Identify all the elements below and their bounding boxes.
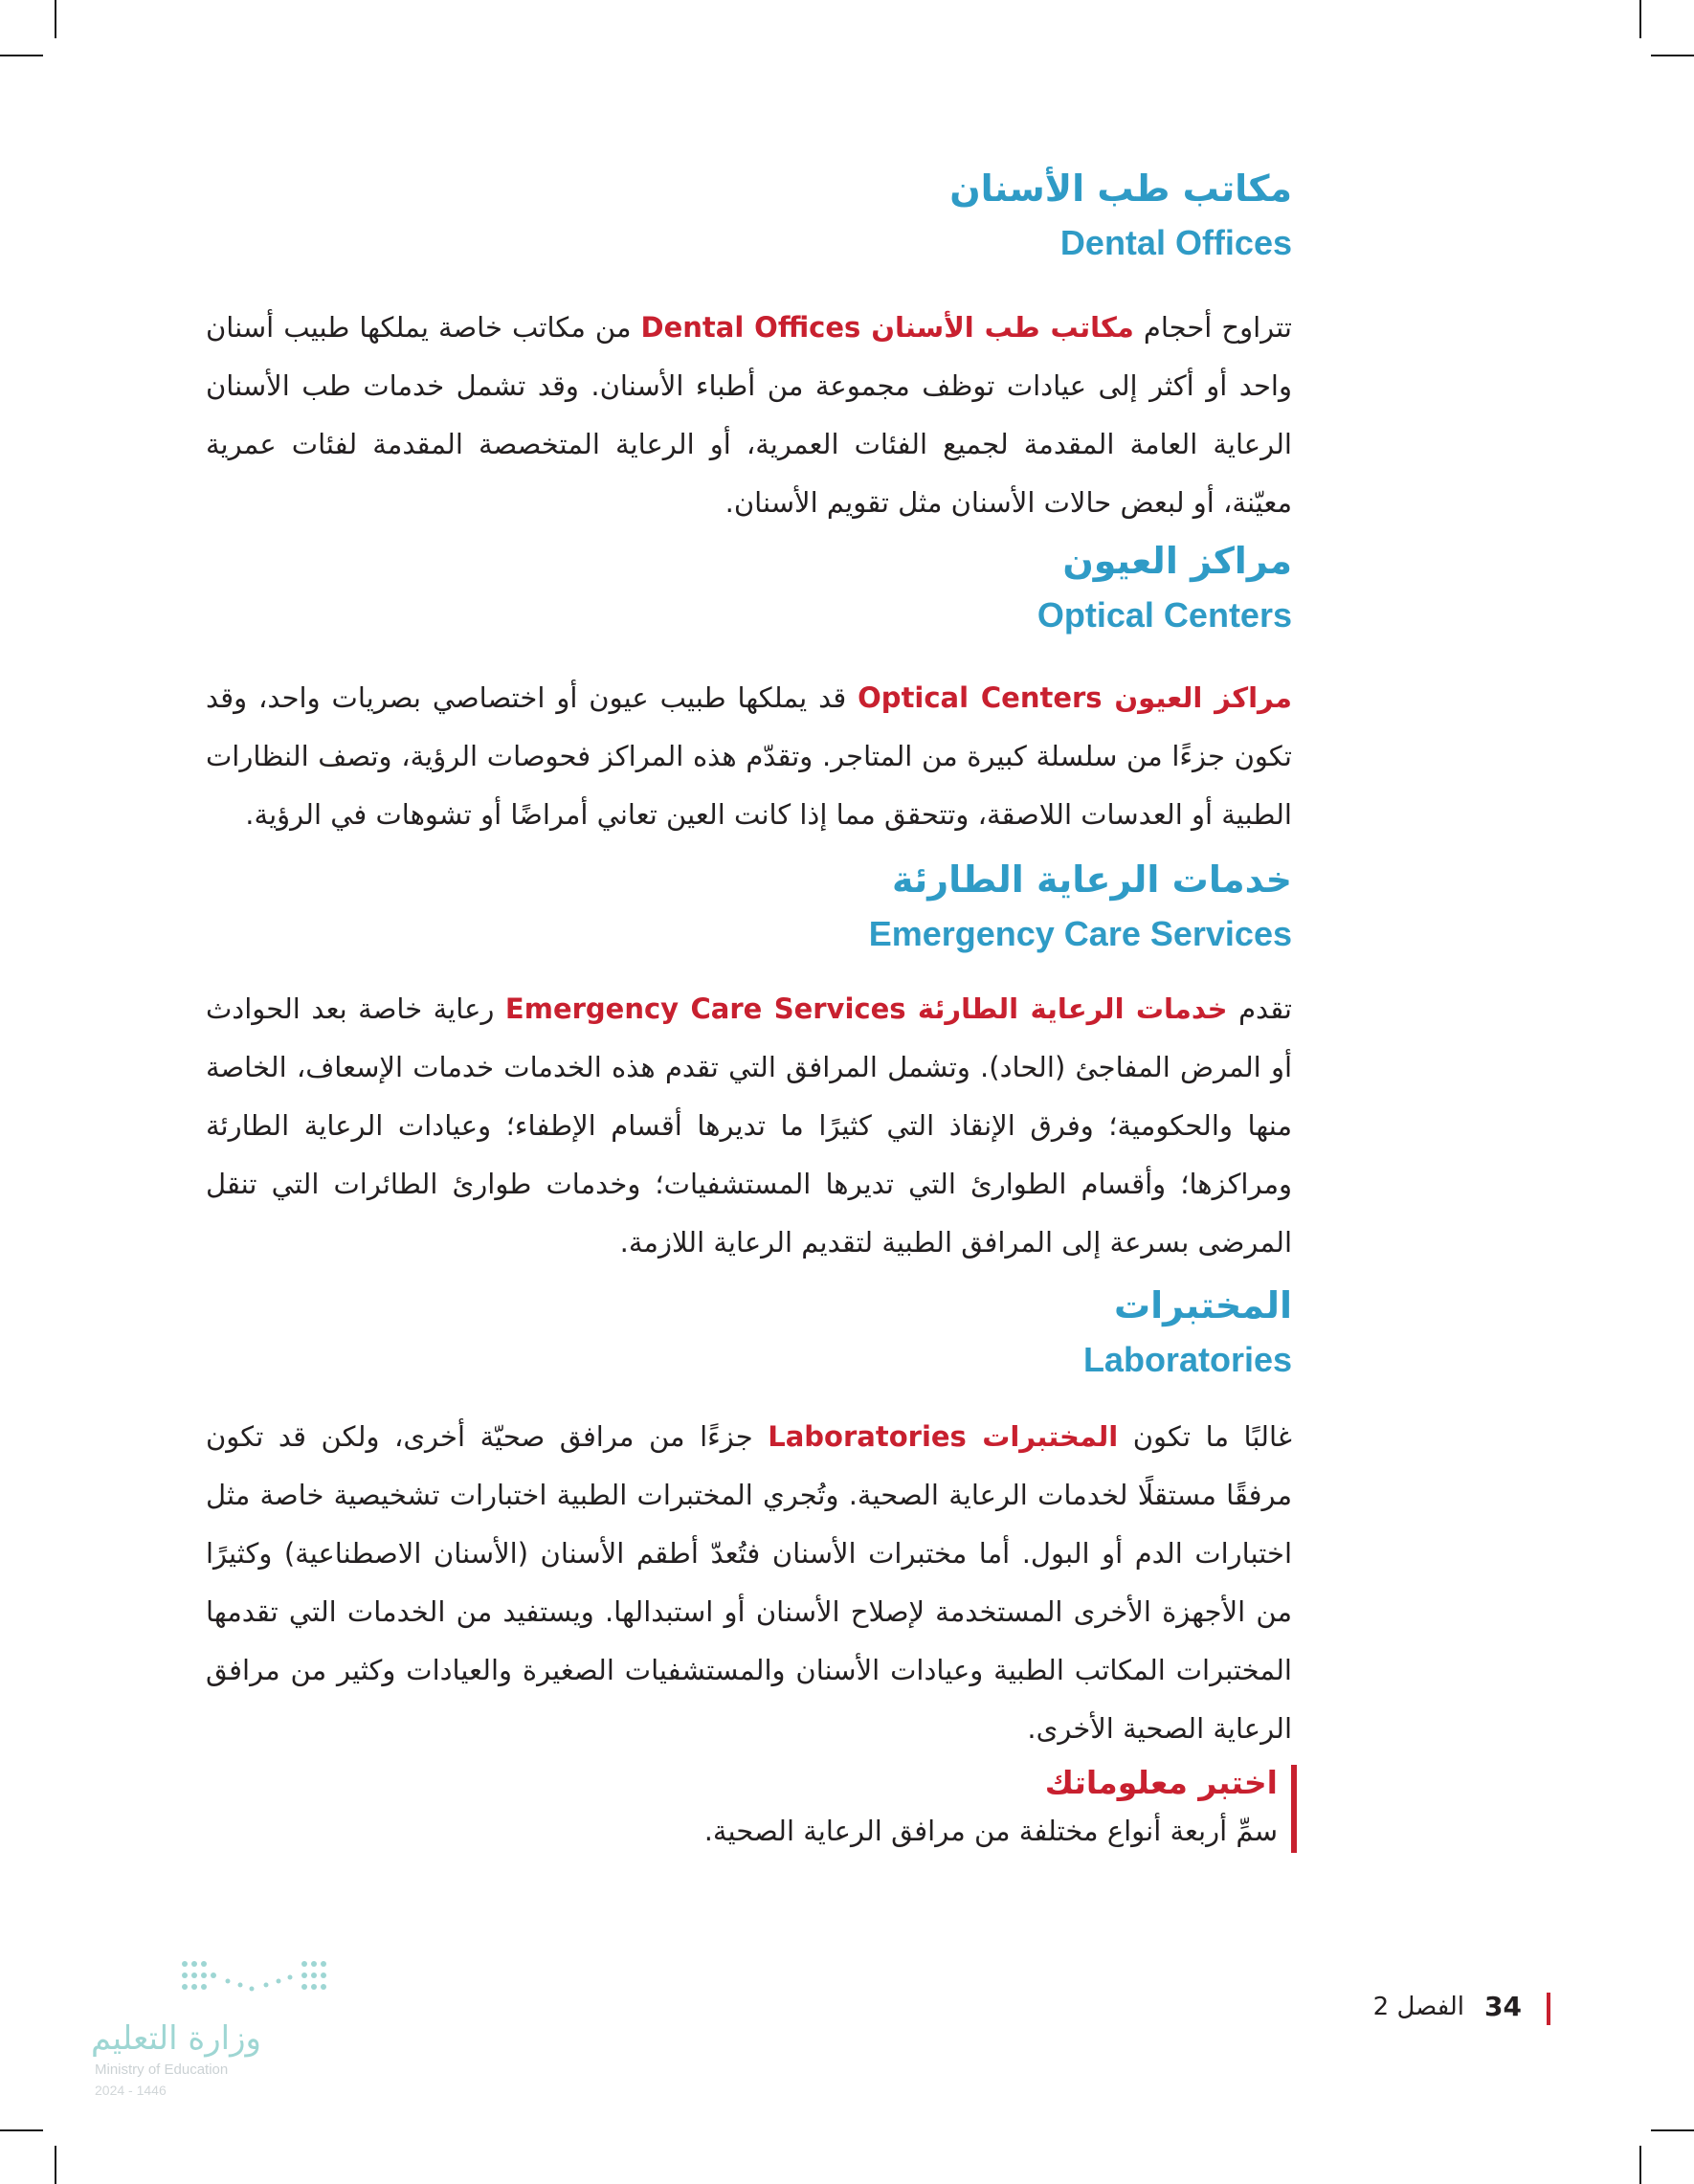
- crop-mark-top-left: [55, 0, 56, 38]
- para-text-after: رعاية خاصة بعد الحوادث أو المرض المفاجئ (الحاد). وتشمل المرافق التي تقدم هذه الخدمات خدمات الإسعاف، الخاصة منها والحكومية؛ وفرق الإنقاذ التي كثيرًا ما تديرها أقسام الإطفاء؛ وعيادات الرعاية الطارئة ومراكزها؛ وأقسام الطوارئ التي تديرها المستشفيات؛ وخدمات طوارئ الطائرات التي تنقل المرضى بسرعة إلى المرافق الطبية لتقديم الرعاية اللازمة.: [206, 992, 1292, 1259]
- para-text-after: من مكاتب خاصة يملكها طبيب أسنان واحد أو أكثر إلى عيادات توظف مجموعة من أطباء الأسنان. وقد تشمل خدمات طب الأسنان الرعاية العامة المقدمة لجميع الفئات العمرية، أو الرعاية المتخصصة المقدمة لفئات عمرية معيّنة، أو لبعض حالات الأسنان مثل تقويم الأسنان.: [206, 311, 1292, 519]
- quiz-title: اختبر معلوماتك: [1044, 1764, 1278, 1801]
- para-text-before: تقدم: [1227, 992, 1292, 1025]
- section-paragraph: [206, 1408, 1292, 1758]
- para-text-before: تتراوح أحجام: [1133, 311, 1292, 344]
- para-text-before: غالبًا ما تكون: [1118, 1420, 1292, 1453]
- section-heading-ar: خدمات الرعاية الطارئة: [891, 858, 1292, 901]
- crop-mark-bottom-right-h: [1651, 2129, 1694, 2131]
- crop-mark-bottom-right: [1639, 2146, 1641, 2184]
- term-highlight: المختبرات Laboratories: [768, 1420, 1119, 1453]
- section-dental-offices: [206, 161, 1292, 532]
- quiz-accent-bar: [1291, 1765, 1297, 1853]
- crop-mark-bottom-left: [55, 2146, 56, 2184]
- quiz-question: سمِّ أربعة أنواع مختلفة من مرافق الرعاية الصحية.: [703, 1815, 1278, 1847]
- section-paragraph: [206, 980, 1292, 1272]
- chapter-label: الفصل 2: [1372, 1993, 1464, 2021]
- section-heading-ar: مراكز العيون: [1062, 540, 1292, 582]
- crop-mark-bottom-left-h: [0, 2129, 43, 2131]
- crop-mark-top-right-h: [1651, 55, 1694, 56]
- logo-dots-icon: [175, 1952, 347, 2010]
- section-heading-ar: المختبرات: [1113, 1284, 1292, 1326]
- crop-mark-top-right: [1639, 0, 1641, 38]
- section-optical-centers: [206, 533, 1292, 844]
- section-paragraph: [206, 299, 1292, 532]
- page-number-bar: [1547, 1993, 1550, 2025]
- term-highlight: خدمات الرعاية الطارئة Emergency Care Services: [504, 992, 1228, 1025]
- section-emergency-care: [206, 852, 1292, 1272]
- logo-year: 2024 - 1446: [95, 2083, 167, 2098]
- section-heading-en: Emergency Care Services: [868, 914, 1292, 953]
- term-highlight: مكاتب طب الأسنان Dental Offices: [640, 311, 1134, 344]
- ministry-logo: [91, 1952, 359, 2106]
- para-text-after: قد يملكها طبيب عيون أو اختصاصي بصريات واحد، وقد تكون جزءًا من سلسلة كبيرة من المتاجر. وتقدّم هذه المراكز فحوصات الرؤية، وتصف النظارات الطبية أو العدسات اللاصقة، وتتحقق مما إذا كانت العين تعاني أمراضًا أو تشوهات في الرؤية.: [206, 681, 1292, 831]
- section-heading-ar: مكاتب طب الأسنان: [949, 167, 1292, 210]
- logo-text-ar: وزارة التعليم: [91, 2019, 261, 2058]
- term-highlight: مراكز العيون Optical Centers: [858, 681, 1293, 714]
- section-heading-en: Dental Offices: [1059, 223, 1292, 262]
- section-heading-en: Optical Centers: [1036, 595, 1292, 635]
- quiz-box: [670, 1759, 1278, 1847]
- crop-mark-top-left-h: [0, 55, 43, 56]
- logo-text-en: Ministry of Education: [95, 2061, 229, 2078]
- page-footer: [1215, 1991, 1550, 2029]
- section-heading-en: Laboratories: [1082, 1340, 1292, 1379]
- section-laboratories: [206, 1278, 1292, 1758]
- page-number: 34: [1484, 1991, 1522, 2022]
- para-text-after: جزءًا من مرافق صحيّة أخرى، ولكن قد تكون مرفقًا مستقلًا لخدمات الرعاية الصحية. وتُجري المختبرات الطبية اختبارات تشخيصية خاصة مثل اختبارات الدم أو البول. أما مختبرات الأسنان فتُعدّ أطقم الأسنان (الأسنان الاصطناعية) وكثيرًا من الأجهزة الأخرى المستخدمة لإصلاح الأسنان أو استبدالها. ويستفيد من الخدمات التي تقدمها المختبرات المكاتب الطبية وعيادات الأسنان والمستشفيات الصغيرة والعيادات وكثير من مرافق الرعاية الصحية الأخرى.: [206, 1420, 1292, 1745]
- section-paragraph: [206, 669, 1292, 844]
